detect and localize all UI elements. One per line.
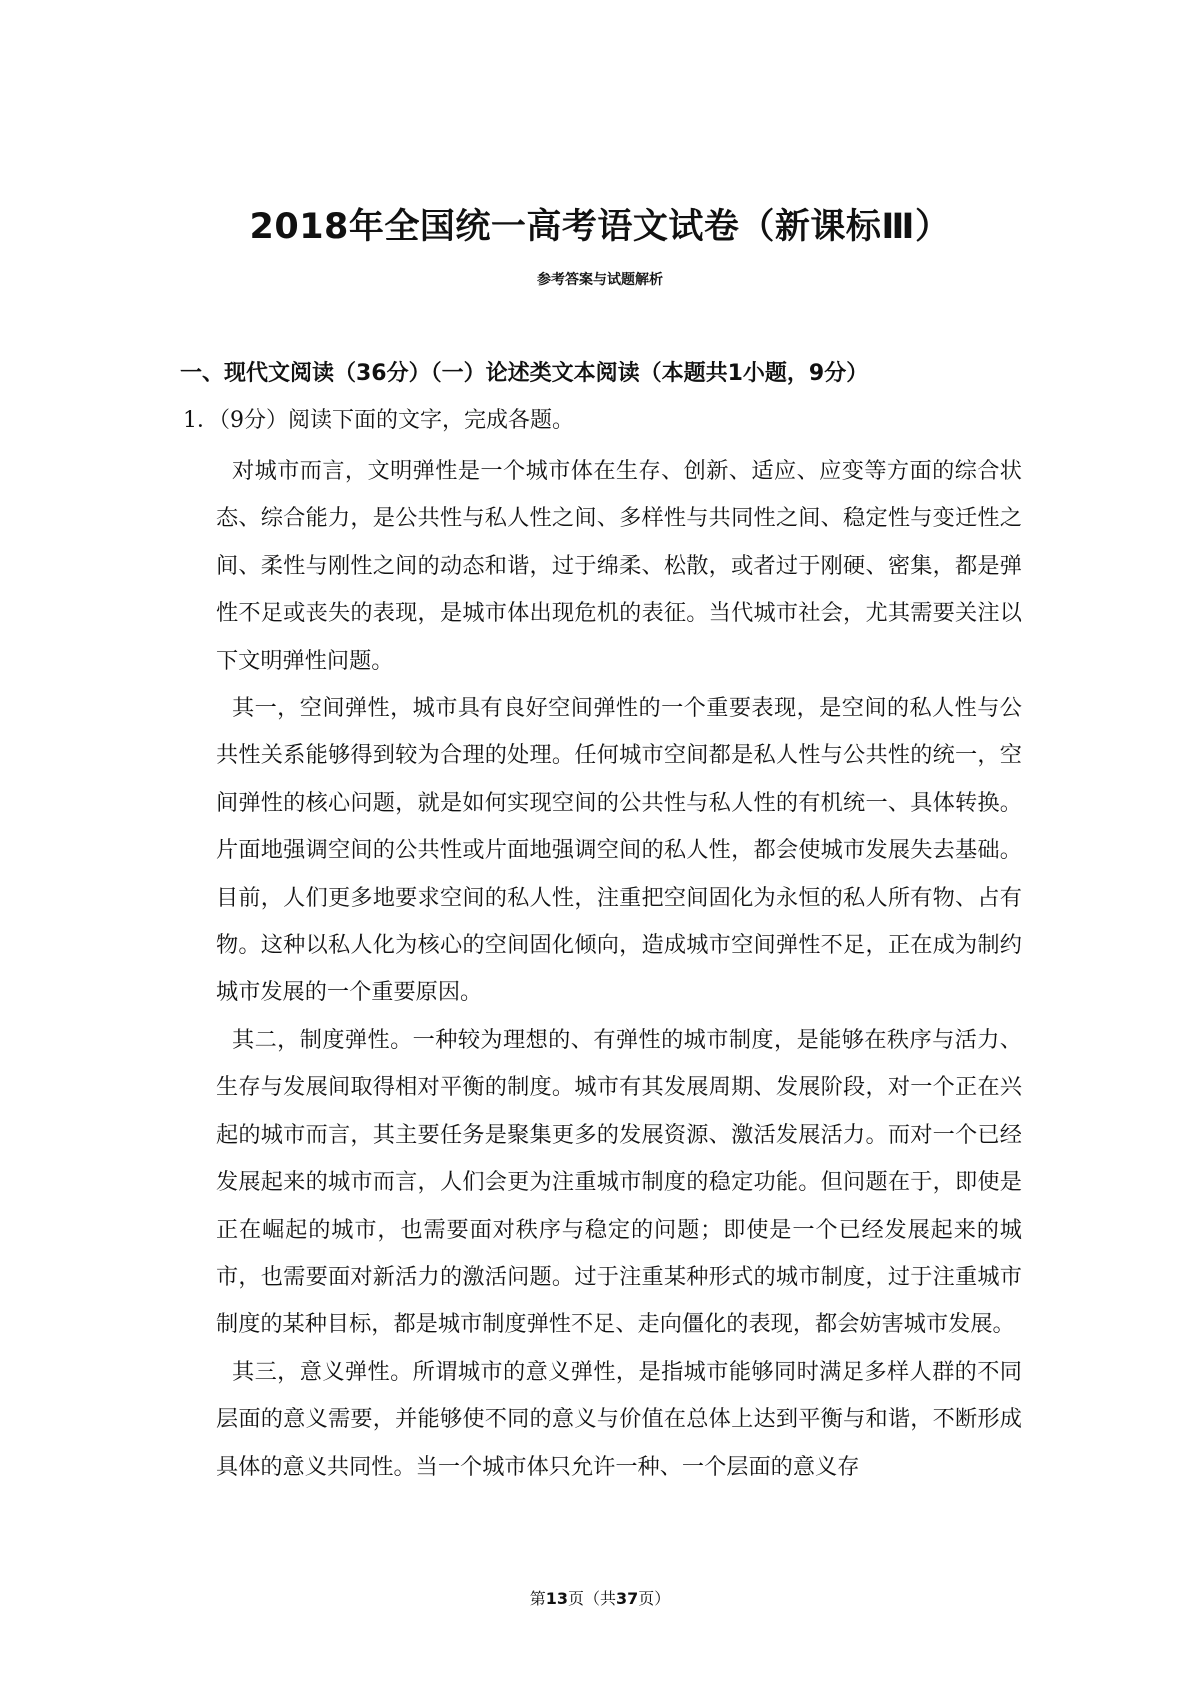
document-subtitle: 参考答案与试题解析 — [537, 272, 663, 288]
footer-current-page: 13 — [545, 1589, 568, 1608]
page-footer — [0, 1588, 1200, 1610]
footer-suffix: 页） — [638, 1589, 671, 1608]
passage-paragraph-4: 其三，意义弹性。所谓城市的意义弹性，是指城市能够同时满足多样人群的不同层面的意义需要，并能够使不同的意义与价值在总体上达到平衡与和谐，不断形成具体的意义共同性。当一个城市体只允许一种、一个层面的意义存 — [216, 1358, 1022, 1480]
reading-passage — [216, 448, 1022, 1491]
footer-total-pages: 37 — [616, 1589, 639, 1608]
footer-prefix: 第 — [529, 1589, 546, 1608]
document-title: 2018年全国统一高考语文试卷（新课标Ⅲ） — [249, 207, 951, 247]
section-heading: 一、现代文阅读（36分）（一）论述类文本阅读（本题共1小题，9分） — [180, 361, 869, 386]
footer-middle: 页（共 — [567, 1589, 616, 1608]
question-score: （9分） — [219, 408, 288, 433]
passage-paragraph-3: 其二，制度弹性。一种较为理想的、有弹性的城市制度，是能够在秩序与活力、生存与发展间取得相对平衡的制度。城市有其发展周期、发展阶段，对一个正在兴起的城市而言，其主要任务是聚集更多的发展资源、激活发展活力。而对一个已经发展起来的城市而言，人们会更为注重城市制度的稳定功能。但问题在于，即使是正在崛起的城市，也需要面对秩序与稳定的问题；即使是一个已经发展起来的城市，也需要面对新活力的激活问题。过于注重某种形式的城市制度，过于注重城市制度的某种目标，都是城市制度弹性不足、走向僵化的表现，都会妨害城市发展。 — [216, 1026, 1022, 1338]
question-prompt: 阅读下面的文字，完成各题。 — [288, 408, 575, 433]
question-header — [183, 405, 1043, 437]
passage-paragraph-2: 其一，空间弹性，城市具有良好空间弹性的一个重要表现，是空间的私人性与公共性关系能够得到较为合理的处理。任何城市空间都是私人性与公共性的统一，空间弹性的核心问题，就是如何实现空间的公共性与私人性的有机统一、具体转换。片面地强调空间的公共性或片面地强调空间的私人性，都会使城市发展失去基础。目前，人们更多地要求空间的私人性，注重把空间固化为永恒的私人所有物、占有物。这种以私人化为核心的空间固化倾向，造成城市空间弹性不足，正在成为制约城市发展的一个重要原因。 — [216, 695, 1022, 1006]
question-number: 1． — [183, 408, 219, 433]
passage-paragraph-1: 对城市而言，文明弹性是一个城市体在生存、创新、适应、应变等方面的综合状态、综合能力，是公共性与私人性之间、多样性与共同性之间、稳定性与变迁性之间、柔性与刚性之间的动态和谐，过于绵柔、松散，或者过于刚硬、密集，都是弹性不足或丧失的表现，是城市体出现危机的表征。当代城市社会，尤其需要关注以下文明弹性问题。 — [216, 458, 1022, 674]
